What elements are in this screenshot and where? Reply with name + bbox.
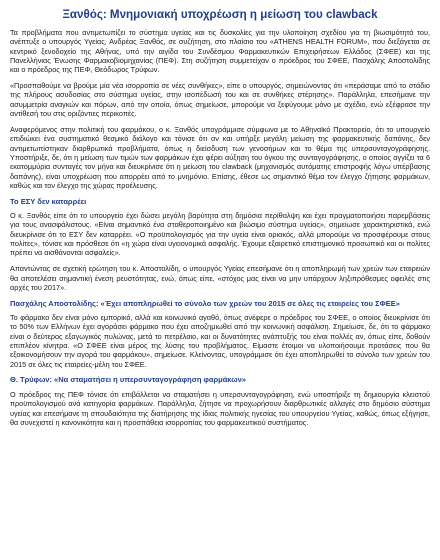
article-title: Ξανθός: Μνημονιακή υποχρέωση η μείωση του clawback <box>62 8 378 21</box>
section-heading-tryfon: Θ. Τρύφων: «Να σταματήσει η υπερσυνταγογράφηση φαρμάκων» <box>10 375 246 385</box>
apostolidis-paragraph: Το φάρμακο δεν είναι μόνο εμπορικό, αλλά και κοινωνικό αγαθό, όπως ανέφερε ο πρόεδρος του ΣΦΕΕ, ο οποίος διευκρίνισε ότι το 50% των Ελλήνων έχει αγοράσει φάρμακο που έχει αποζημιωθεί από την κοινωνική ασφάλιση. Σημείωσε, δε, ότι το φάρμακο είναι ο δεύτερος εξαγωγικός πυλώνας, μετά το πετρέλαιο, και οι δυνατότητες ανάπτυξής του είναι πολλές αν, όπως είπε, δοθούν επιπλέον κίνητρα. «Ο ΣΦΕΕ είναι μέρος της λύσης του προβλήματος. Είμαστε έτοιμοι να υλοποιήσουμε προτάσεις που θα εξοικονομήσουν την αγορά του φαρμάκου», σημείωσε. Κλείνοντας, υπογράμμισε ότι έχει αποπληρωθεί το σύνολο των χρεών του 2015 σε όλες τις εταιρείες-μέλη του ΣΦΕΕ. <box>10 313 430 369</box>
intro-paragraph: Τα προβλήματα που αντιμετωπίζει το σύστημα υγείας και τις δυσκολίες για την υλοποίηση σχεδίου για τη βιωσιμότητά του, ανέπτυξε ο υπουργός Υγείας, Ανδρέας Ξανθός, σε συζήτηση, στο πλαίσιο του «ATHENS HEALTH FORUM», που διεξάγεται σε κεντρικό ξενοδοχείο της Αθήνας, υπό την αιγίδα του Συνδέσμου Φαρμακευτικών Επιχειρήσεων Ελλάδος (ΣΦΕΕ) και της Πανελλήνιας Ένωσης Φαρμακοβιομηχανίας (ΠΕΦ). Στη συζήτηση συμμετείχαν ο πρόεδρος του ΣΦΕΕ, Πασχάλης Αποστολίδης και ο πρόεδρος της ΠΕΦ, Θεόδωρος Τρύφων. <box>10 28 430 75</box>
section-heading-esy: Το ΕΣΥ δεν καταρρέει <box>10 196 87 206</box>
section-heading-apostolidis: Πασχάλης Αποστολίδης: «Έχει αποπληρωθεί το σύνολο των χρεών του 2015 σε όλες τις εταιρείες του ΣΦΕΕ» <box>10 298 400 308</box>
debts-paragraph: Απαντώντας σε σχετική ερώτηση του κ. Αποστολίδη, ο υπουργός Υγείας επεσήμανε ότι η αποπληρωμή των χρεών των εταιρειών θα αποτελέσει σημαντική ένεση ρευστότητας, ενώ, όπως είπε, «στόχος μας είναι να μην υπάρχουν ληξιπρόθεσμες οφειλές στις αρχές του 2017». <box>10 264 430 292</box>
tryfon-paragraph: Ο πρόεδρος της ΠΕΦ τόνισε ότι επιβάλλεται να σταματήσει η υπερσυνταγογράφηση, ενώ υποστήριξε τη δημιουργία κλειστού προϋπολογισμού ανά κατηγορία φαρμάκων. Παράλληλα, ζήτησε να προχωρήσουν διαρθρωτικές αλλαγές στο δημόσιο σύστημα υγείας και επεσήμανε τη σπουδαιότητα της διατήρησης της ίδιας πολιτικής ηγεσίας του υπουργείου Υγείας, καθώς, όπως εξήγησε, θα συνεχιστεί η κανονικότητα και η προσπάθεια ισορροπίας του φαρμακευτικού συστήματος. <box>10 389 430 427</box>
quote-paragraph: «Προσπαθούμε να βρούμε μία νέα ισορροπία σε νέες συνθήκες», είπε ο υπουργός, σημειώνοντας ότι «περάσαμε από το στάδιο της πλήρους ασυδοσίας στο σύστημα υγείας, στην ισοπέδωσή του και σε συνθήκες στέρησης». Παράλληλα, επεσήμανε την ασυμμετρία αναγκών και πόρων, από την οποία, όπως σημείωσε, μπορούμε να ξεφύγουμε μόνο με σχέδιο, ενώ εξέφρασε την αντίθεσή του στις οριζόντιες περικοπές. <box>10 81 430 119</box>
drug-policy-paragraph: Αναφερόμενος στην πολιτική του φαρμάκου, ο κ. Ξανθός υπογράμμισε σύμφωνα με το Αθηναϊκό Πρακτορείο, ότι το υπουργείο επιδιώκει ένα συστηματικό θεσμικό διάλογο και τόνισε ότι αν και υπήρξε μεγάλη μείωση της φαρμακευτικής δαπάνης, δεν αντιμετωπίστηκαν διαρθρωτικά προβλήματα, όπως η διείσδυση των γενοσήμων και το θέμα της υπερσυνταγογράφησης. Υποστήριξε, δε, ότι η μείωση των τιμών των φαρμάκων έχει φέρει αύξηση του όγκου της συνταγογράφησης, ο οποίος αγγίζει τα 6 εκατομμύρια συνταγές τον μήνα και διευκρίνισε ότι η μείωση του clawback (μηχανισμός αυτόματης επιστροφής λόγω υπέρβασης δαπάνης), είναι υποχρέωση που απορρέει από το μνημόνιο. Επίσης, έθεσε ως σημαντικό θέμα τον έλεγχο ζήτησης φαρμάκων, καθώς και τον έλεγχο της χώρας προέλευσης. <box>10 124 430 190</box>
esy-paragraph: Ο κ. Ξανθός είπε ότι το υπουργείο έχει δώσει μεγάλη βαρύτητα στη δημόσια περίθαλψη και έχει πραγματοποιήσει παρεμβάσεις για τους ανασφάλιστους. «Είναι σημαντικό ένα σταθεροποιημένο και βιώσιμο σύστημα υγείας», σημείωσε χαρακτηριστικά, ενώ διευκρίνισε ότι το ΕΣΥ δεν καταρρέει. «Ο προϋπολογισμός για την υγεία είναι οριακός, αλλά μπορούμε να προσφέρουμε στους πολίτες», τόνισε και πρόσθεσε ότι «η χώρα είναι υγειονομικά ασφαλής. Έχουμε εξαιρετικό επιστημονικό προσωπικό και οι πολίτες πρέπει να αισθάνονται ασφαλείς». <box>10 211 430 258</box>
